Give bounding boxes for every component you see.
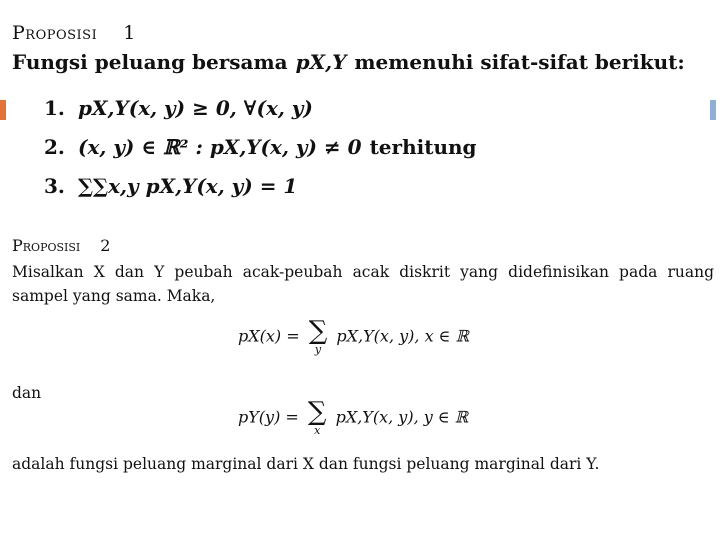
- proposition-1-heading: [12, 22, 136, 44]
- proposition-1-intro: [12, 50, 685, 74]
- accent-bar-right: [710, 100, 716, 120]
- item-formula: pX,Y(x, y) ≥ 0, ∀(x, y): [78, 95, 313, 120]
- property-list: [44, 88, 477, 205]
- connector-text: dan: [12, 384, 42, 402]
- proposition-2-heading: [12, 236, 110, 255]
- summation-symbol: ∑ x: [307, 397, 327, 437]
- equation-rhs: pX,Y(x, y), x ∈ ℝ: [336, 326, 469, 346]
- item-number: 2.: [44, 134, 65, 159]
- intro-symbol: pX,Y: [295, 50, 347, 74]
- equation-lhs: pX(x) =: [238, 326, 300, 346]
- summation-symbol: ∑ y: [308, 316, 328, 356]
- equation-lhs: pY(y) =: [238, 407, 299, 427]
- proposition-2-body: Misalkan X dan Y peubah acak-peubah acak diskrit yang didefinisikan pada ruang sampel yang sama. Maka,: [12, 263, 714, 305]
- list-item: [44, 166, 477, 205]
- proposition-label: Proposisi: [12, 236, 81, 255]
- list-item: [44, 127, 477, 166]
- list-item: [44, 88, 477, 127]
- marginal-y-equation: [238, 399, 468, 437]
- item-formula: (x, y) ∈ ℝ² : pX,Y(x, y) ≠ 0: [78, 134, 362, 159]
- proposition-number: 1: [123, 22, 136, 44]
- proposition-label: Proposisi: [12, 22, 98, 44]
- proposition-number: 2: [100, 236, 111, 255]
- item-number: 3.: [44, 173, 65, 198]
- accent-bar-left: [0, 100, 6, 120]
- summation-index: x: [314, 424, 321, 437]
- equation-rhs: pX,Y(x, y), y ∈ ℝ: [335, 407, 469, 427]
- intro-text: Fungsi peluang bersama: [12, 50, 288, 74]
- intro-rest: memenuhi sifat-sifat berikut:: [354, 50, 685, 74]
- item-text: terhitung: [369, 134, 477, 159]
- marginal-x-equation: [238, 318, 469, 356]
- item-formula: ∑∑x,y pX,Y(x, y) = 1: [78, 173, 298, 198]
- closing-sentence: adalah fungsi peluang marginal dari X dan fungsi peluang marginal dari Y.: [12, 455, 600, 473]
- item-number: 1.: [44, 95, 65, 120]
- summation-index: y: [314, 343, 322, 356]
